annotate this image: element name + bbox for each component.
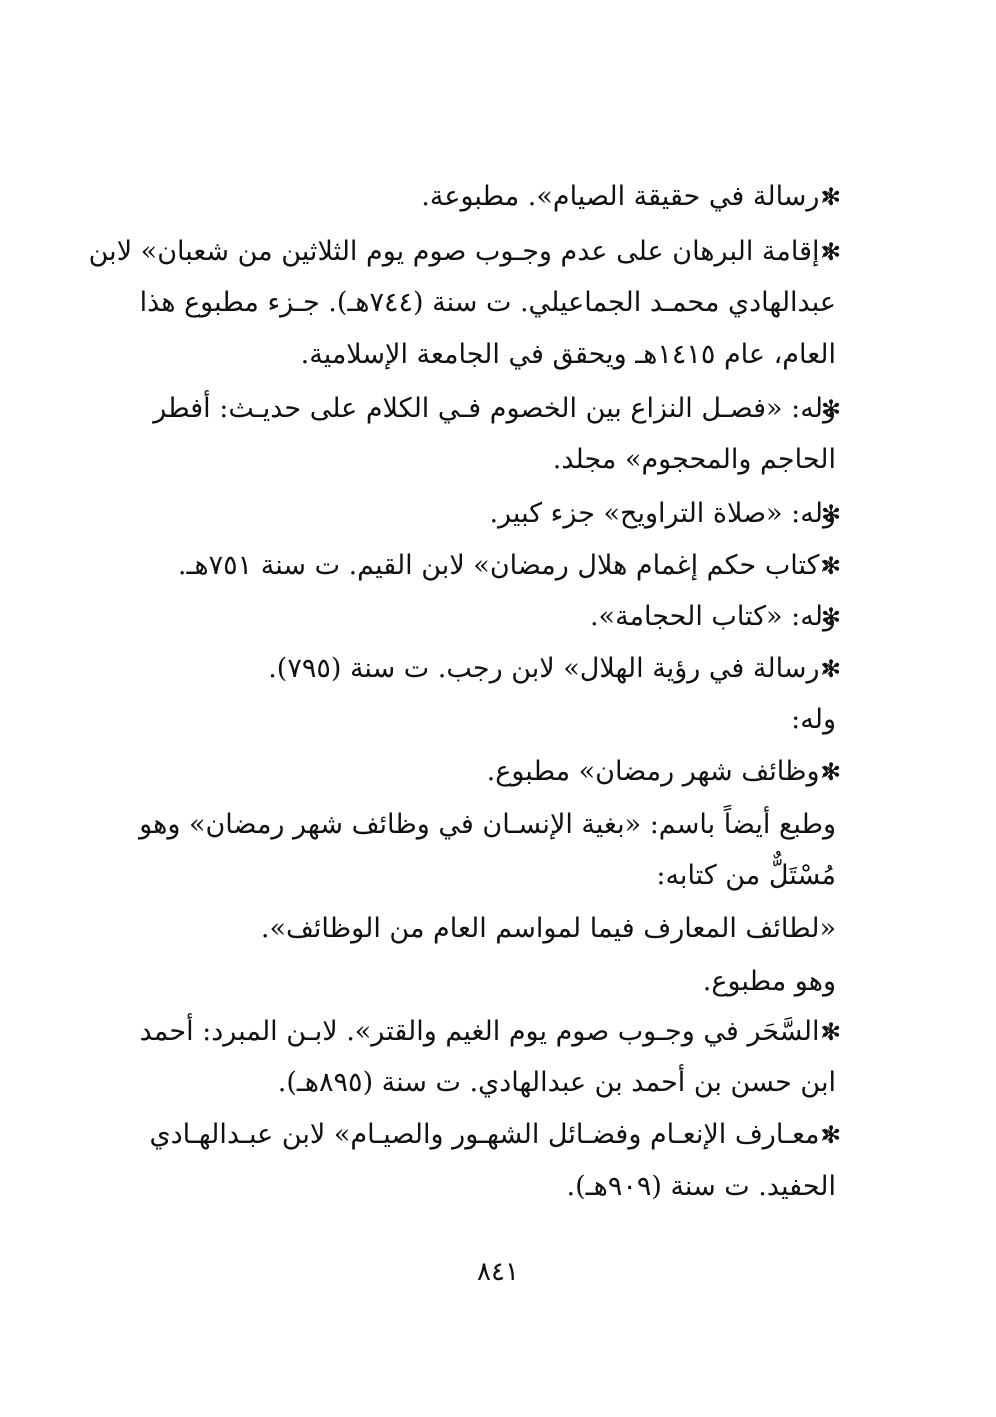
entry-line: «رسالة في رؤية الهلال» لابن رجب. ت سنة (٧٩٥). (268, 653, 836, 684)
entry-line: «السَّحَر في وجـوب صوم يوم الغيم والقتر». لابـن المبرد: أحمد (139, 1016, 836, 1047)
entry-line: وله: «صلاة التراويح» جزء كبير. (489, 498, 836, 529)
entry-line: «إقامة البرهان على عدم وجـوب صوم يوم الثلاثين من شعبان» لابن (88, 236, 836, 267)
entry-line: «وظائف شهر رمضان» مطبوع. (486, 756, 836, 787)
entry-line: العام، عام ١٤١٥هـ ويحقق في الجامعة الإسلامية. (300, 339, 836, 370)
entry-line: مُسْتَلٌّ من كتابه: (656, 860, 836, 891)
entry-line: وله: (791, 704, 836, 735)
entry-line: «لطائف المعارف فيما لمواسم العام من الوظائف». (260, 913, 836, 944)
entry-line: «كتاب حكم إغمام هلال رمضان» لابن القيم. ت سنة ٧٥١هـ. (177, 550, 836, 581)
entry-line: ابن حسن بن أحمد بن عبدالهادي. ت سنة (٨٩٥هـ). (277, 1067, 836, 1098)
entry-line: الحاجم والمحجوم» مجلد. (552, 444, 836, 475)
entry-line: عبدالهادي محمـد الجماعيلي. ت سنة (٧٤٤هـ). جـزء مطبوع هذا (139, 287, 836, 318)
page-number: ٨٤١ (477, 1257, 519, 1287)
entry-line: وله: «كتاب الحجامة». (589, 601, 836, 632)
entry-line: الحفيد. ت سنة (٩٠٩هـ). (566, 1171, 836, 1202)
entry-line: وطبع أيضاً باسم: «بغية الإنسـان في وظائف شهر رمضان» وهو (139, 809, 836, 840)
entry-line: وهو مطبوع. (702, 966, 836, 997)
entry-line: «رسالة في حقيقة الصيام». مطبوعة. (421, 181, 836, 212)
entry-line: «معـارف الإنعـام وفضـائل الشهـور والصيـام» لابن عبـدالهـادي (149, 1119, 836, 1150)
entry-line: وله: «فصـل النزاع بين الخصوم فـي الكلام على حديـث: أفطر (153, 393, 836, 424)
